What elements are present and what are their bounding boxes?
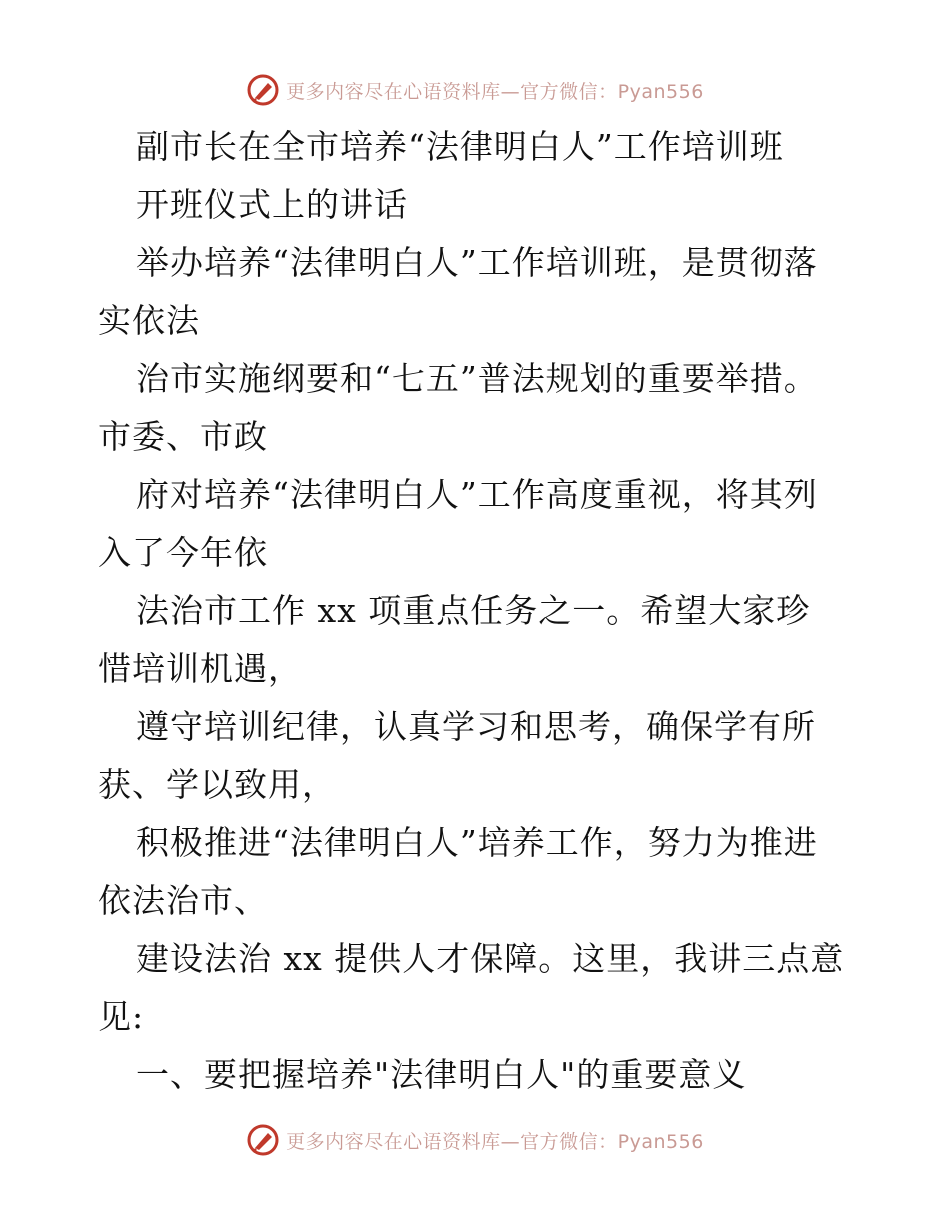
doc-line: 建设法治 xx 提供人才保障。这里，我讲三点意	[136, 939, 845, 978]
watermark-text: 更多内容尽在心语资料库—官方微信：Pyan556	[286, 1130, 704, 1153]
doc-line: 法治市工作 xx 项重点任务之一。希望大家珍	[136, 591, 811, 630]
footer-watermark	[0, 1120, 950, 1160]
doc-line: 市委、市政	[98, 417, 268, 456]
doc-line: 举办培养“法律明白人”工作培训班，是贯彻落	[136, 243, 818, 282]
header-watermark	[0, 70, 950, 110]
doc-line: 依法治市、	[98, 881, 268, 920]
section-heading: 一、要把握培养"法律明白人"的重要意义	[136, 1055, 747, 1094]
doc-line: 惜培训机遇，	[98, 649, 302, 688]
pen-logo-icon	[246, 73, 280, 107]
document-body	[98, 118, 858, 1104]
pen-logo-icon	[246, 1123, 280, 1157]
watermark-text: 更多内容尽在心语资料库—官方微信：Pyan556	[286, 80, 704, 103]
doc-line: 实依法	[98, 301, 200, 340]
doc-line: 积极推进“法律明白人”培养工作，努力为推进	[136, 823, 818, 862]
doc-line: 开班仪式上的讲话	[136, 185, 408, 224]
doc-line: 府对培养“法律明白人”工作高度重视，将其列	[136, 475, 818, 514]
doc-line: 入了今年依	[98, 533, 268, 572]
doc-line: 遵守培训纪律，认真学习和思考，确保学有所	[136, 707, 816, 746]
doc-line: 获、学以致用，	[98, 765, 336, 804]
doc-line: 见:	[98, 997, 145, 1036]
doc-line: 副市长在全市培养“法律明白人”工作培训班	[136, 127, 784, 166]
doc-line: 治市实施纲要和“七五”普法规划的重要举措。	[136, 359, 818, 398]
